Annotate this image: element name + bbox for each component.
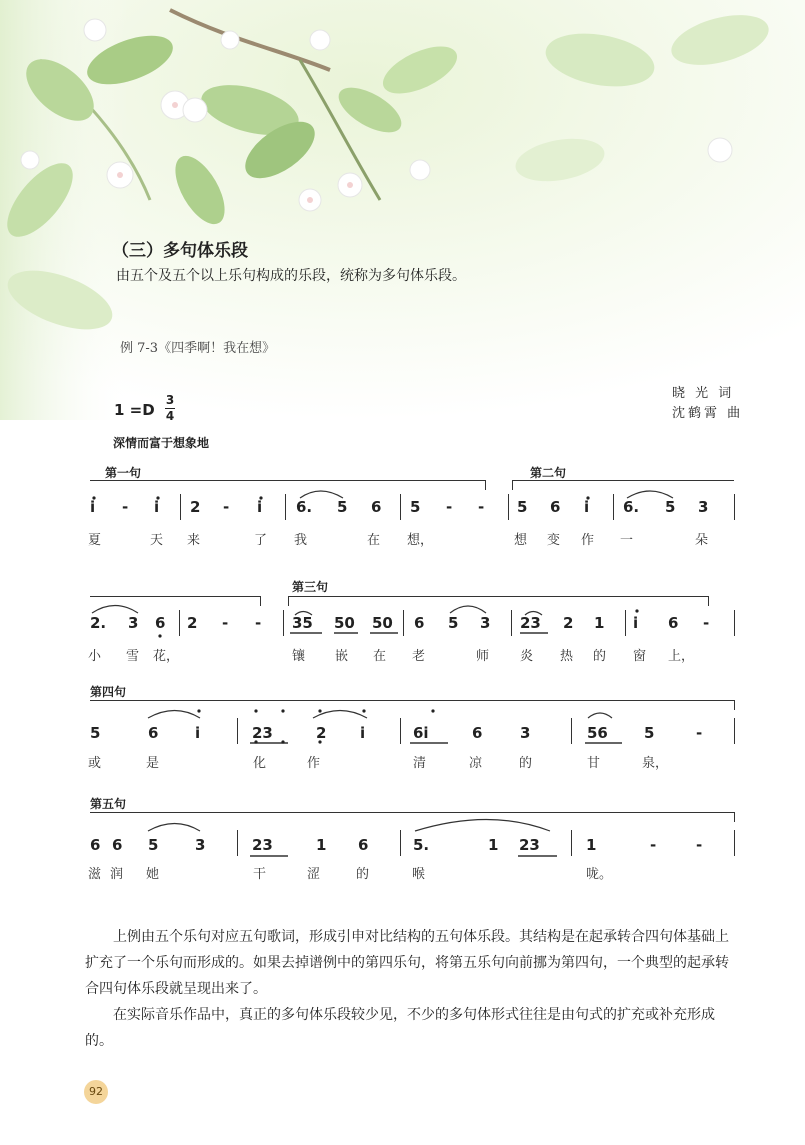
lyric: 师 xyxy=(476,649,490,664)
note: 5 xyxy=(665,498,676,516)
lyric: 或 xyxy=(88,756,102,771)
note: 2 xyxy=(563,614,574,632)
section-heading: （三）多句体乐段 xyxy=(112,241,248,261)
note: 3 xyxy=(480,614,491,632)
note: 5 xyxy=(517,498,528,516)
lyric: 清 xyxy=(413,756,427,771)
note: 3 xyxy=(128,614,139,632)
lyric: 热 xyxy=(560,649,574,664)
note: 23 xyxy=(252,724,273,742)
phrase-label-4: 第四句 xyxy=(90,685,127,699)
lyricist-credit: 晓 光 词 xyxy=(672,386,735,401)
note: 1 xyxy=(586,836,597,854)
note: 5 xyxy=(337,498,348,516)
lyric: 我 xyxy=(294,533,308,548)
lyric: 咙。 xyxy=(586,867,613,882)
lyric: 嵌 xyxy=(335,649,349,664)
lyric: 一 xyxy=(620,533,634,548)
note: 1 xyxy=(594,614,605,632)
lyric: 的 xyxy=(356,867,370,882)
lyric: 天 xyxy=(150,533,164,548)
note: - xyxy=(703,614,710,632)
lyric: 在 xyxy=(373,649,387,664)
lyric: 润 xyxy=(110,867,124,882)
time-signature-top: 3 xyxy=(165,393,175,407)
lyric: 的 xyxy=(519,756,533,771)
note: 6 xyxy=(148,724,159,742)
lyric: 来 xyxy=(187,533,201,548)
lyric: 喉 xyxy=(412,867,426,882)
note: 1 xyxy=(488,836,499,854)
note: i xyxy=(154,498,160,516)
note: 50 xyxy=(334,614,355,632)
note: 2 xyxy=(316,724,327,742)
note: 3 xyxy=(698,498,709,516)
phrase-label-1: 第一句 xyxy=(105,466,142,480)
lyric: 滋 xyxy=(88,867,102,882)
lyric: 甘 xyxy=(587,756,601,771)
tempo-marking: 深情而富于想象地 xyxy=(113,436,210,450)
note: 3 xyxy=(195,836,206,854)
note: 6 xyxy=(550,498,561,516)
note: 6. xyxy=(296,498,313,516)
note: 50 xyxy=(372,614,393,632)
note: - xyxy=(446,498,453,516)
example-title: 例 7-3《四季啊！我在想》 xyxy=(120,341,276,356)
lyric: 老 xyxy=(412,649,426,664)
note: 5 xyxy=(448,614,459,632)
note: i xyxy=(360,724,366,742)
note: - xyxy=(650,836,657,854)
note: 2 xyxy=(190,498,201,516)
lyric: 花， xyxy=(153,649,180,664)
note: - xyxy=(222,614,229,632)
lyric: 她 xyxy=(146,867,160,882)
intro-text: 由五个及五个以上乐句构成的乐段，统称为多句体乐段。 xyxy=(116,268,466,284)
note: 1 xyxy=(316,836,327,854)
body-paragraph-2: 在实际音乐作品中，真正的多句体乐段较少见，不少的多句体形式往往是由句式的扩充或补充形成的。 xyxy=(85,1007,715,1049)
lyric: 涩 xyxy=(307,867,321,882)
lyric: 上， xyxy=(668,649,695,664)
note: i xyxy=(257,498,263,516)
time-signature-bottom: 4 xyxy=(165,409,175,423)
lyric: 泉， xyxy=(642,756,669,771)
lyric: 干 xyxy=(253,867,267,882)
note: 5 xyxy=(410,498,421,516)
page-number-badge: 92 xyxy=(84,1080,108,1104)
note: 6 xyxy=(668,614,679,632)
lyric: 凉 xyxy=(469,756,483,771)
note: 5 xyxy=(644,724,655,742)
note: 6i xyxy=(413,724,429,742)
phrase-label-2: 第二句 xyxy=(530,466,567,480)
lyric: 作 xyxy=(307,756,321,771)
note: 2 xyxy=(187,614,198,632)
note: - xyxy=(255,614,262,632)
lyric: 的 xyxy=(593,649,607,664)
note: 35 xyxy=(292,614,313,632)
lyric: 想 xyxy=(514,533,528,548)
lyric: 朵 xyxy=(695,533,709,548)
note: 6 xyxy=(414,614,425,632)
lyric: 炎 xyxy=(520,649,534,664)
note: 6 xyxy=(472,724,483,742)
note: 6 xyxy=(358,836,369,854)
note: 23 xyxy=(519,836,540,854)
note: i xyxy=(584,498,590,516)
note: 5 xyxy=(90,724,101,742)
note: - xyxy=(223,498,230,516)
note: i xyxy=(195,724,201,742)
note: - xyxy=(478,498,485,516)
lyric: 小 xyxy=(88,649,102,664)
note: 56 xyxy=(587,724,608,742)
phrase-label-3: 第三句 xyxy=(292,580,329,594)
phrase-label-5: 第五句 xyxy=(90,797,127,811)
note: 2. xyxy=(90,614,107,632)
lyric: 雪 xyxy=(126,649,140,664)
lyric: 变 xyxy=(547,533,561,548)
lyric: 作 xyxy=(581,533,595,548)
note: 6 xyxy=(155,614,166,632)
note: - xyxy=(122,498,129,516)
note: 5 xyxy=(148,836,159,854)
lyric: 窗 xyxy=(633,649,647,664)
note: - xyxy=(696,724,703,742)
key-signature: 1 =D xyxy=(114,401,155,419)
note: 3 xyxy=(520,724,531,742)
lyric: 夏 xyxy=(88,533,102,548)
lyric: 镶 xyxy=(292,649,306,664)
lyric: 在 xyxy=(367,533,381,548)
note: 6 xyxy=(90,836,101,854)
note: 5. xyxy=(413,836,430,854)
note: 6 xyxy=(112,836,123,854)
lyric: 了 xyxy=(254,533,268,548)
note: i xyxy=(633,614,639,632)
lyric: 化 xyxy=(253,756,267,771)
note: 6. xyxy=(623,498,640,516)
composer-credit: 沈鹤霄 曲 xyxy=(672,406,744,421)
note: - xyxy=(696,836,703,854)
body-paragraph-1: 上例由五个乐句对应五句歌词，形成引申对比结构的五句体乐段。其结构是在起承转合四句体基础上扩充了一个乐句而形成的。如果去掉谱例中的第四乐句，将第五乐句向前挪为第四句，一个典型的起承转合四句体乐段就呈现出来了。 xyxy=(85,929,729,997)
lyric: 想， xyxy=(407,533,434,548)
note: 23 xyxy=(252,836,273,854)
lyric: 是 xyxy=(146,756,160,771)
note: 6 xyxy=(371,498,382,516)
note: 23 xyxy=(520,614,541,632)
note: i xyxy=(90,498,96,516)
